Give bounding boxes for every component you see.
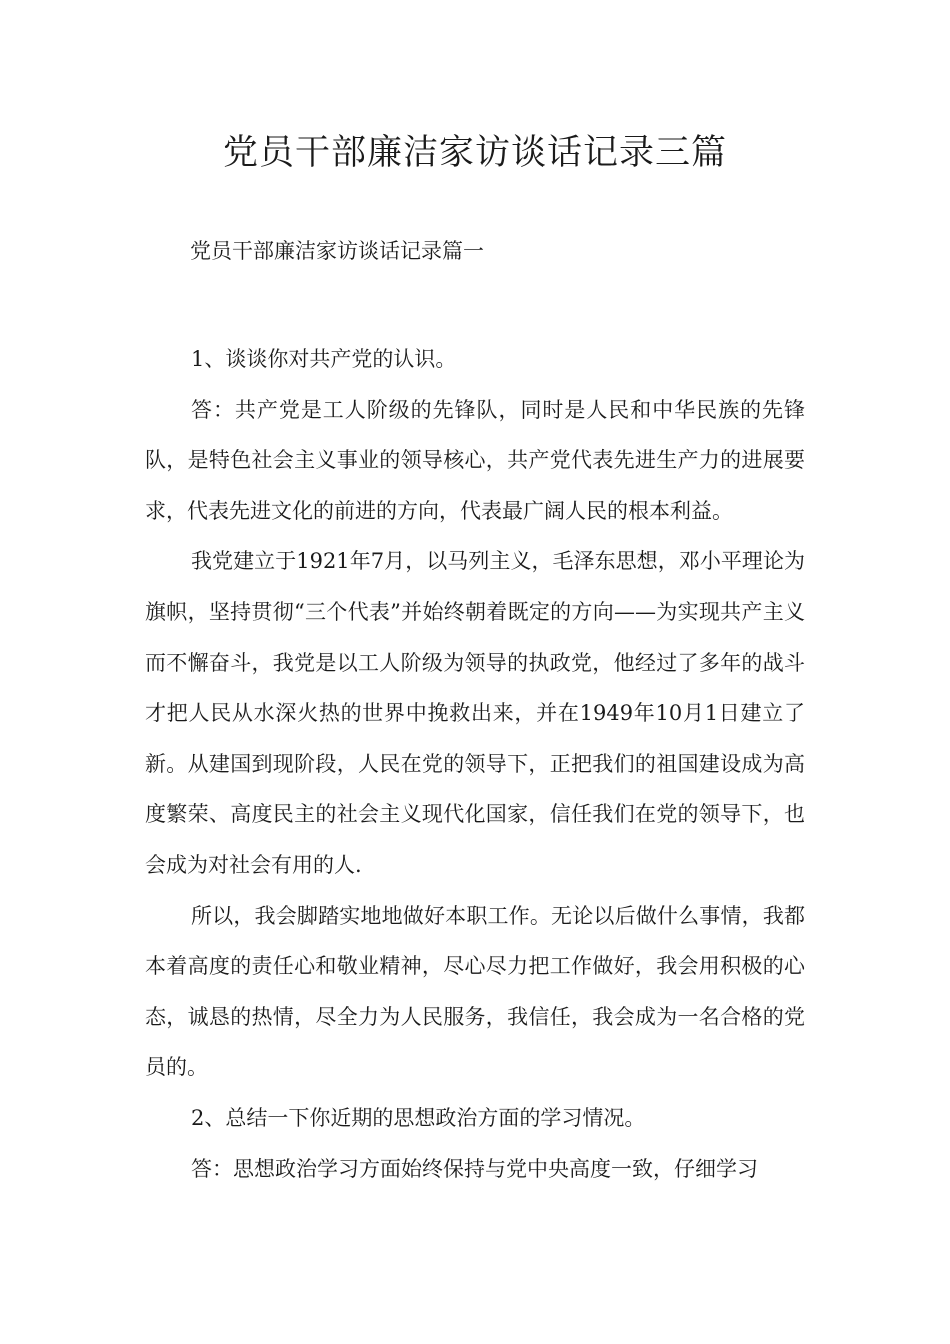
paragraph-answer-2: 答：思想政治学习方面始终保持与党中央高度一致，仔细学习 xyxy=(191,1156,758,1181)
document-body xyxy=(145,334,805,1194)
paragraph-commitment: 所以，我会脚踏实地地做好本职工作。无论以后做什么事情，我都本着高度的责任心和敬业精神，尽心尽力把工作做好，我会用积极的心态，诚恳的热情，尽全力为人民服务，我信任，我会成为一名合格的党员的。 xyxy=(145,903,805,1080)
paragraph-party-history: 我党建立于1921年7月，以马列主义，毛泽东思想，邓小平理论为旗帜，坚持贯彻“三个代表”并始终朝着既定的方向——为实现共产主义而不懈奋斗，我党是以工人阶级为领导的执政党，他经过了多年的战斗才把人民从水深火热的世界中挽救出来，并在1949年10月1日建立了新。从建国到现阶段，人民在党的领导下，正把我们的祖国建设成为高度繁荣、高度民主的社会主义现代化国家，信任我们在党的领导下，也会成为对社会有用的人. xyxy=(145,549,805,877)
paragraph-question-2: 2、总结一下你近期的思想政治方面的学习情况。 xyxy=(191,1105,646,1130)
paragraph-question-1: 1、谈谈你对共产党的认识。 xyxy=(191,347,457,371)
section-subtitle: 党员干部廉洁家访谈话记录篇一 xyxy=(190,239,484,263)
paragraph-answer-1: 答：共产党是工人阶级的先锋队，同时是人民和中华民族的先锋队，是特色社会主义事业的领导核心，共产党代表先进生产力的进展要求，代表先进文化的前进的方向，代表最广阔人民的根本利益。 xyxy=(145,397,805,523)
document-title: 党员干部廉洁家访谈话记录三篇 xyxy=(222,133,727,173)
